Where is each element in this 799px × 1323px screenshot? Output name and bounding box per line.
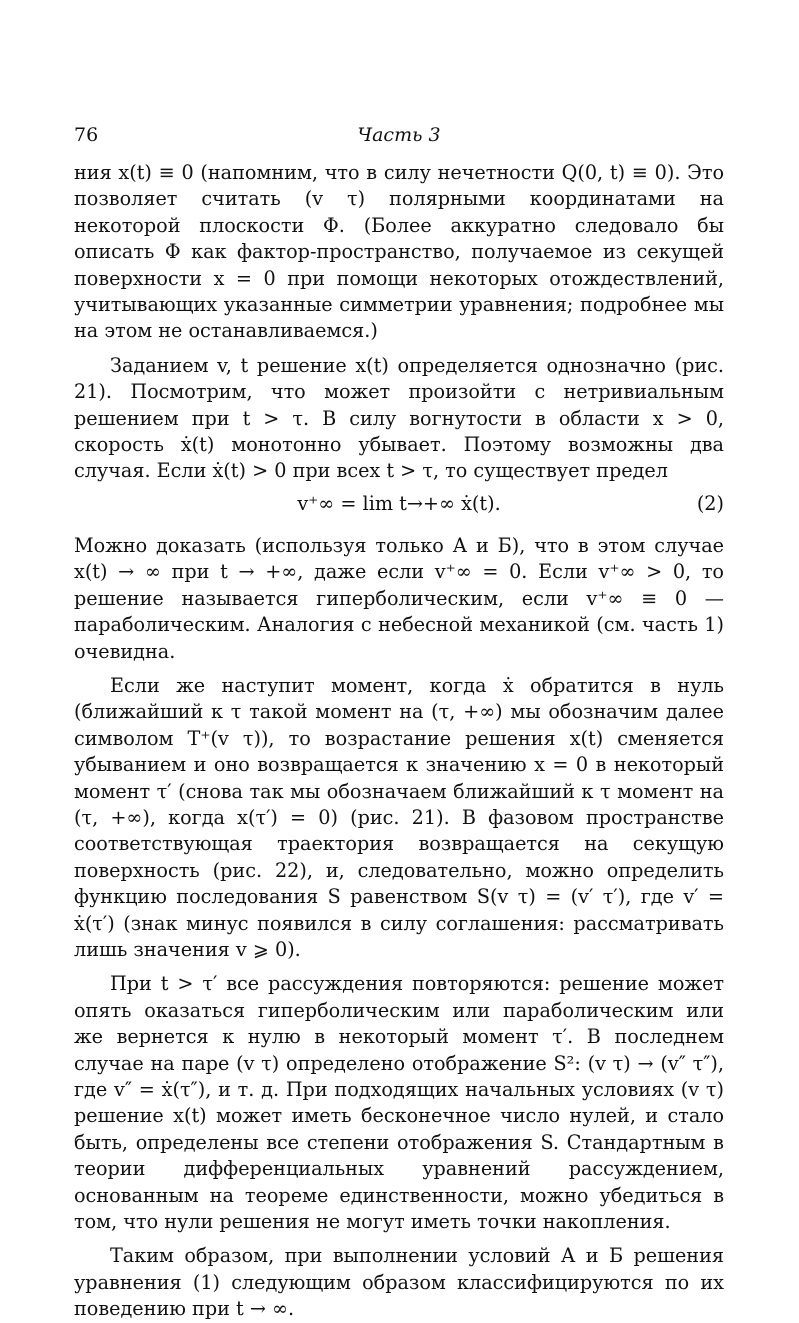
book-page: [74, 118, 724, 1321]
paragraph-hyperbolic-parabolic: Можно доказать (используя только А и Б), что в этом случае x(t) → ∞ при t → +∞, даже если v⁺∞ = 0. Если v⁺∞ > 0, то решение называется гиперболическим, если v⁺∞ ≡ 0 — параболическим. Аналогия с небесной механикой (см. часть 1) очевидна.: [74, 533, 724, 663]
formula-2: [74, 487, 724, 527]
paragraph-iteration: При t > τ′ все рассуждения повторяются: решение может опять оказаться гиперболическим или параболическим или же вернется к нулю в некоторый момент τ′. В последнем случае на паре (v τ) определено отображение S²: (v τ) → (v″ τ″), где v″ = ẋ(τ″), и т. д. При подходящих начальных условиях (v τ) решение x(t) может иметь бесконечное число нулей, и стало быть, определены все степени отображения S. Стандартным в теории дифференциальных уравнений рассуждением, основанным на теореме единственности, можно убедиться в том, что нули решения не могут иметь точки накопления.: [74, 972, 724, 1234]
paragraph-continuation: ния x(t) ≡ 0 (напомним, что в силу нечетности Q(0, t) ≡ 0). Это позволяет считать (v τ) полярными координатами на некоторой плоскости Φ. (Более аккуратно следовало бы описать Φ как фактор-пространство, получаемое из секущей поверхности x = 0 при помощи некоторых отождествлений, учитывающих указанные симметрии уравнения; подробнее мы на этом не останавливаемся.): [74, 161, 724, 343]
page-number: 76: [74, 124, 99, 146]
limit-formula: v⁺∞ = lim t→+∞ ẋ(t).: [297, 491, 501, 515]
body-text: [74, 160, 724, 1323]
formula-number: (2): [696, 491, 724, 515]
page-header: [74, 118, 724, 150]
running-head: Часть 3: [357, 124, 441, 146]
paragraph-solution-definition: Заданием v, t решение x(t) определяется однозначно (рис. 21). Посмотрим, что может произойти с нетривиальным решением при t > τ. В силу вогнутости в области x > 0, скорость ẋ(t) монотонно убывает. Поэтому возможны два случая. Если ẋ(t) > 0 при всех t > τ, то существует предел: [74, 353, 724, 483]
paragraph-return-map: Если же наступит момент, когда ẋ обратится в нуль (ближайший к τ такой момент на (τ, +∞) мы обозначим далее символом T⁺(v τ)), то возрастание решения x(t) сменяется убыванием и оно возвращается к значению x = 0 в некоторый момент τ′ (снова так мы обозначаем ближайший к τ момент на (τ, +∞), когда x(τ′) = 0) (рис. 21). В фазовом пространстве соответствующая траектория возвращается на секущую поверхность (рис. 22), и, следовательно, можно определить функцию последования S равенством S(v τ) = (v′ τ′), где v′ = ẋ(τ′) (знак минус появился в силу соглашения: рассматривать лишь значения v ⩾ 0).: [74, 673, 724, 961]
paragraph-conclusion: Таким образом, при выполнении условий А и Б решения уравнения (1) следующим образом классифицируются по их поведению при t → ∞.: [74, 1244, 724, 1321]
